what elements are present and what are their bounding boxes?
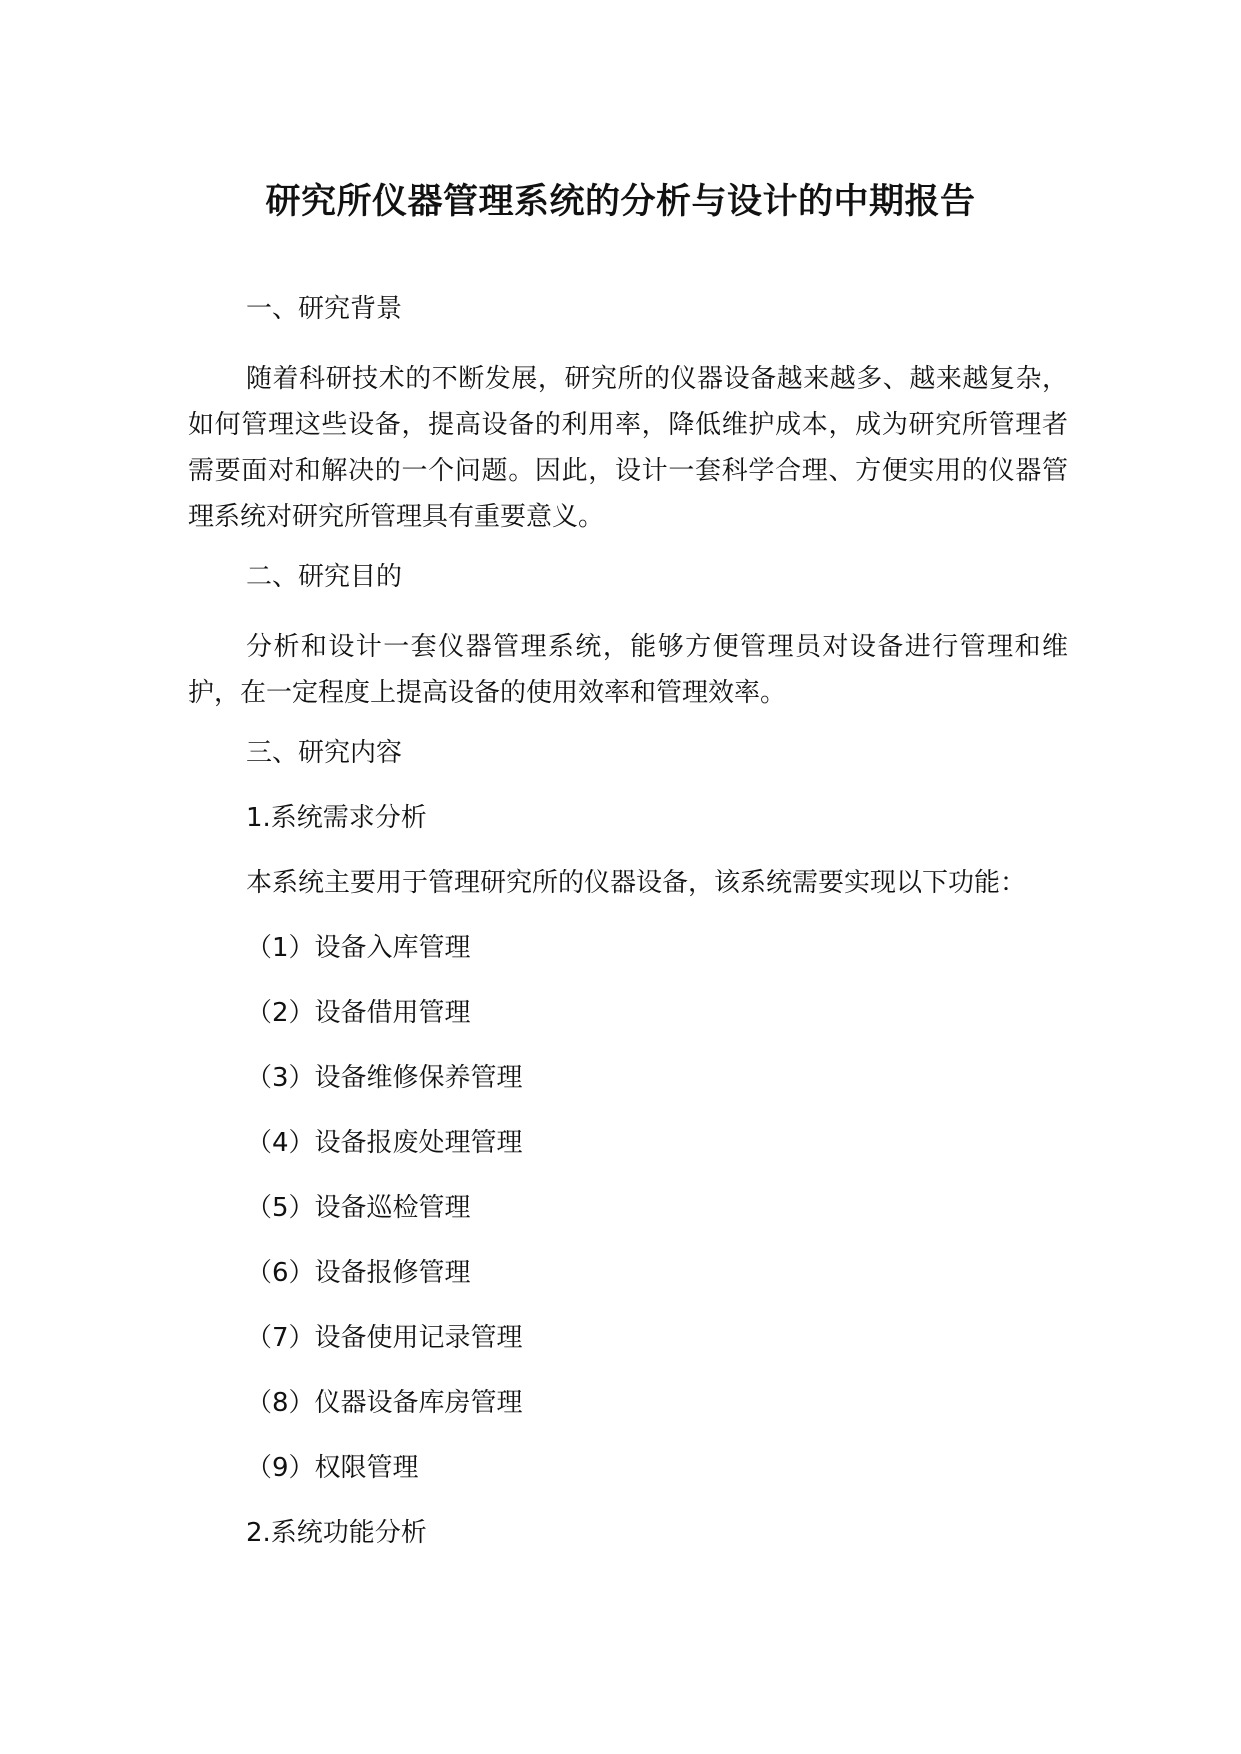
document-title: 研究所仪器管理系统的分析与设计的中期报告 <box>265 182 976 222</box>
list-item: （1）设备入库管理 <box>246 933 471 963</box>
subsection-heading-requirements: 1.系统需求分析 <box>246 803 427 833</box>
section-heading-purpose: 二、研究目的 <box>246 562 403 592</box>
list-item: （2）设备借用管理 <box>246 998 471 1028</box>
list-item: （5）设备巡检管理 <box>246 1193 471 1223</box>
document-body <box>188 291 1068 1580</box>
list-item: （6）设备报修管理 <box>246 1258 471 1288</box>
list-item: （3）设备维修保养管理 <box>246 1063 523 1093</box>
list-item: （4）设备报废处理管理 <box>246 1128 523 1158</box>
requirements-intro: 本系统主要用于管理研究所的仪器设备，该系统需要实现以下功能： <box>246 868 1027 898</box>
section-heading-content: 三、研究内容 <box>246 738 403 768</box>
list-item: （7）设备使用记录管理 <box>246 1323 523 1353</box>
subsection-heading-functions: 2.系统功能分析 <box>246 1518 427 1548</box>
section-heading-background: 一、研究背景 <box>246 294 403 324</box>
paragraph-purpose: 分析和设计一套仪器管理系统，能够方便管理员对设备进行管理和维护，在一定程度上提高设备的使用效率和管理效率。 <box>188 632 1068 708</box>
list-item: （9）权限管理 <box>246 1453 419 1483</box>
list-item: （8）仪器设备库房管理 <box>246 1388 523 1418</box>
paragraph-background: 随着科研技术的不断发展，研究所的仪器设备越来越多、越来越复杂，如何管理这些设备，提高设备的利用率，降低维护成本，成为研究所管理者需要面对和解决的一个问题。因此，设计一套科学合理、方便实用的仪器管理系统对研究所管理具有重要意义。 <box>188 364 1068 532</box>
